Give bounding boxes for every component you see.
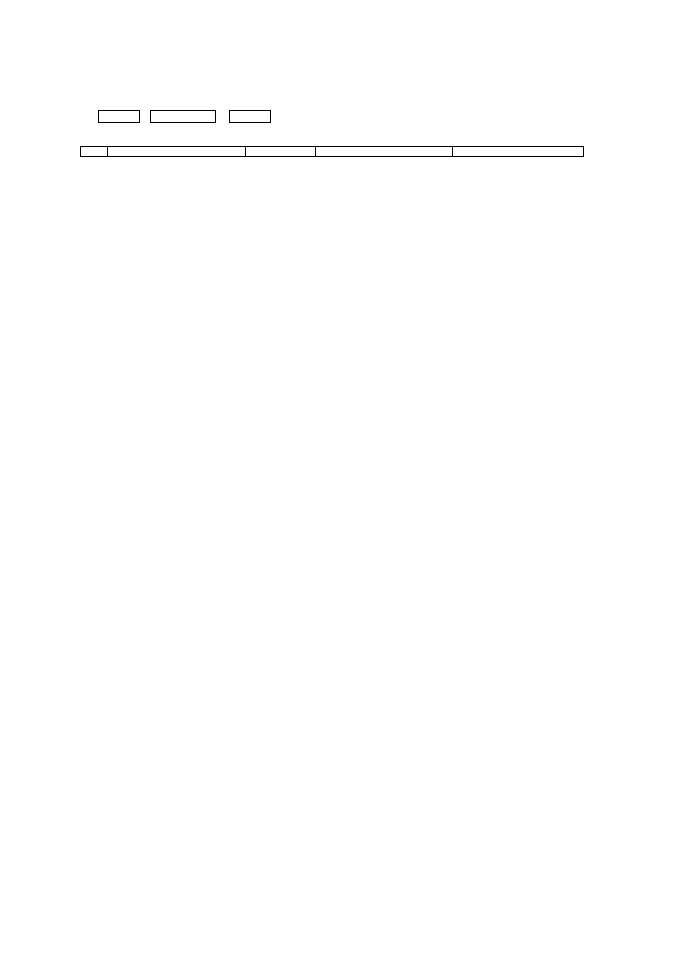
level-box [98, 110, 140, 123]
category-box [150, 110, 216, 123]
table-header [80, 146, 584, 157]
type-box [229, 110, 271, 123]
